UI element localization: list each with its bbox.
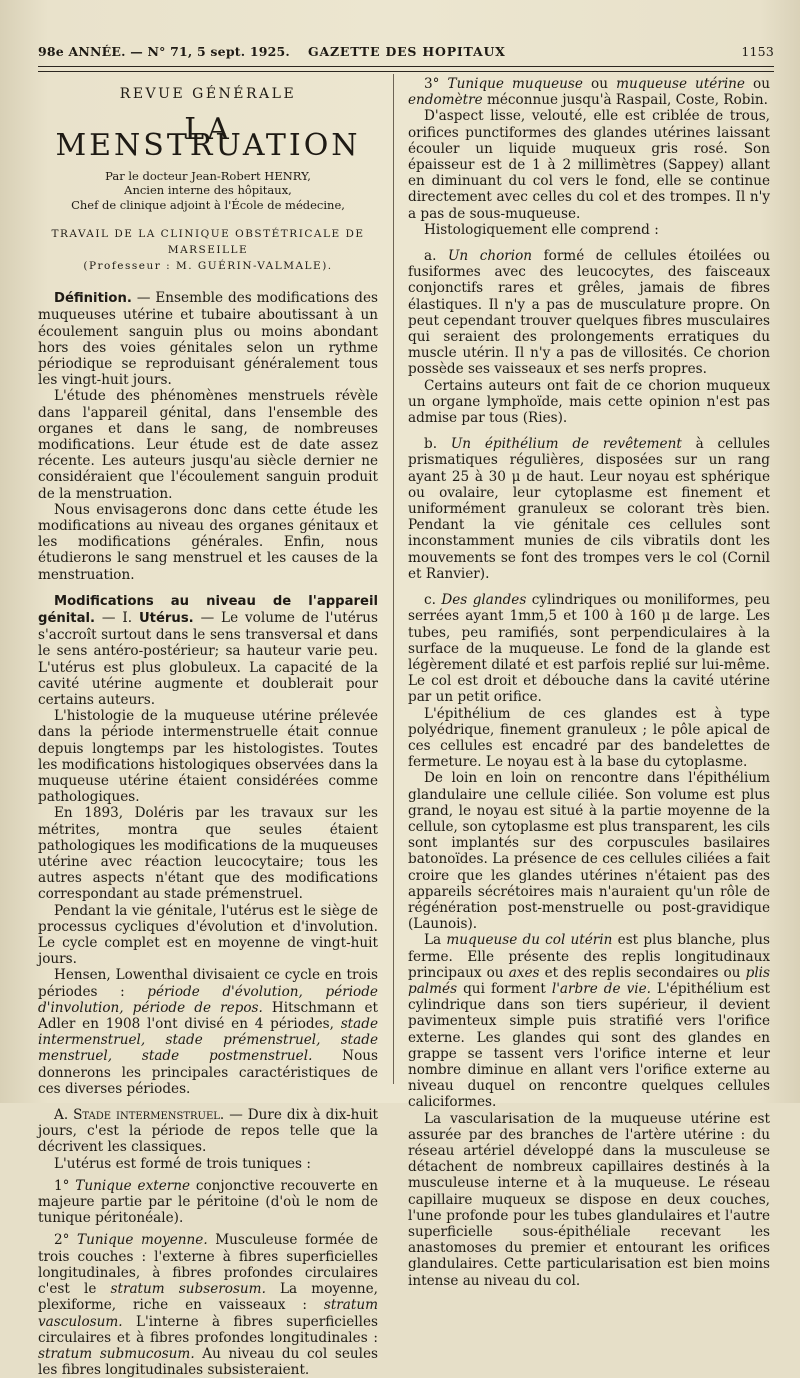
text: — Dure dix à dix-huit jours, c'est la période de repos telle que la décrivent les classiques. bbox=[38, 1107, 379, 1156]
paragraph bbox=[408, 932, 770, 1110]
paragraph bbox=[38, 1232, 378, 1378]
paragraph: Pendant la vie génitale, l'utérus est le siège de processus cycliques d'évolution et d'involution. Le cycle complet est en moyenne de vingt-huit jours. bbox=[38, 902, 378, 968]
italic-text: muqueuse du col utérin bbox=[446, 932, 613, 949]
italic-text: stratum vasculosum. bbox=[38, 1297, 378, 1330]
column-divider bbox=[393, 74, 394, 1084]
byline bbox=[38, 169, 378, 213]
paragraph bbox=[408, 436, 770, 582]
right-column bbox=[408, 76, 770, 1289]
text: La bbox=[424, 932, 447, 949]
definition-text: — Ensemble des modifications des muqueuses utérine et tubaire aboutissant à un écoulement sanguin plus ou moins abondant hors des voies génitales selon un rythme périodique se reproduisant généralement tous les vingt-huit jours. bbox=[38, 290, 378, 389]
modifications-paragraph bbox=[38, 593, 378, 708]
text: La moyenne, plexiforme, riche en vaisseaux : bbox=[38, 1281, 378, 1314]
text: 3° bbox=[424, 76, 448, 92]
text: Au niveau du col seules les fibres longitudinales subsisteraient. bbox=[38, 1345, 378, 1378]
italic-text: Un épithélium de revêtement bbox=[450, 436, 682, 453]
text: b. bbox=[424, 436, 451, 453]
italic-text: Tunique moyenne. bbox=[77, 1232, 208, 1249]
paragraph: La vascularisation de la muqueuse utérine est assurée par des branches de l'artère utérine : du réseau artériel développé dans la musculeuse se détachent de nombreux capillaires destinés à la musculeuse interne et à la muqueuse. Le réseau capillaire muqueux se dispose en deux couches, l'une profonde pour les tubes glandulaires et l'autre superficielle sous-épithéliale recevant les anastomoses du premier et entourant les orifices glandulaires. Cette particularisation est bien moins intense au niveau du col. bbox=[408, 1110, 770, 1289]
italic-text: stratum subserosum. bbox=[110, 1281, 266, 1298]
definition-paragraph bbox=[38, 290, 378, 388]
paragraph: De loin en loin on rencontre dans l'épithélium glandulaire une cellule ciliée. Son volume est plus grand, le noyau est situé à la partie moyenne de la cellule, son cytoplasme est plus transparent, les cils sont implantés sur des corpuscules basilaires batonoïdes. La présence de ces cellules ciliées a fait croire que les glandes utérines n'étaient pas des appareils sécrétoires mais n'auraient qu'un rôle de régénération post-menstruelle ou post-gravidique (Launois). bbox=[408, 770, 770, 933]
paragraph: L'histologie de la muqueuse utérine prélevée dans la période intermenstruelle était connue depuis longtemps par les histologistes. Toutes les modifications histologiques observées dans la muqueuse utérine étaient considérées comme pathologiques. bbox=[38, 708, 378, 806]
italic-text: endomètre bbox=[408, 92, 483, 109]
italic-text: plis palmés bbox=[408, 964, 770, 997]
paragraph bbox=[38, 967, 378, 1097]
left-column bbox=[38, 76, 378, 1378]
text: conjonctive recouverte en majeure partie par le péritoine (d'où le nom de tunique péritonéale). bbox=[38, 1177, 378, 1227]
modifications-text: — Le volume de l'utérus s'accroît surtout dans le sens transversal et dans le sens antéro-postérieur; sa hauteur varie peu. L'utérus est plus globuleux. La capacité de la cavité utérine augmente et doublerait pour certains auteurs. bbox=[38, 609, 378, 708]
text: ou bbox=[744, 76, 770, 92]
text: Nous donnerons les principales caractéristiques de ces diverses périodes. bbox=[38, 1048, 378, 1097]
affiliation-1: Ancien interne des hôpitaux, bbox=[124, 183, 292, 198]
text: L'interne à fibres superficielles circulaires et à fibres profondes longitudinales : bbox=[38, 1313, 378, 1346]
paragraph bbox=[408, 592, 770, 705]
text: et des replis secondaires ou bbox=[539, 964, 746, 981]
text: a. bbox=[424, 248, 448, 265]
institution-line-1: TRAVAIL DE LA CLINIQUE OBSTÉTRICALE DE MARSEILLE bbox=[51, 228, 365, 257]
italic-text: stade intermenstruel, stade prémenstruel, stade menstruel, stade postmenstruel. bbox=[38, 1016, 378, 1065]
text: à cellules prismatiques régulières, disposées sur un rang ayant 25 à 30 μ de haut. Leur noyau est sphérique ou ovalaire, leur cytoplasme est finement et uniformément granuleux se colorant très bien. Pendant la vie génitale ces cellules sont inconstamment munies de cils vibratils dont les mouvements se font des trompes vers le col (Cornil et Ranvier). bbox=[408, 436, 770, 582]
text: qui forment bbox=[457, 980, 552, 997]
paragraph bbox=[408, 76, 770, 108]
running-head bbox=[38, 44, 774, 62]
italic-text: Tunique externe bbox=[75, 1177, 191, 1194]
paragraph: L'utérus est formé de trois tuniques : bbox=[54, 1155, 311, 1172]
italic-text: stratum submucosum. bbox=[38, 1345, 195, 1362]
text: Musculeuse formée de trois couches : l'externe à fibres superficielles longitudinales, à fibres profondes circulaires c'est le bbox=[38, 1232, 378, 1298]
italic-text: Tunique muqueuse bbox=[447, 76, 583, 92]
italic-text: Des glandes bbox=[441, 592, 527, 609]
paragraph: Histologiquement elle comprend : bbox=[424, 221, 659, 238]
institution-line-2: (Professeur : M. GUÉRIN-VALMALE). bbox=[83, 260, 333, 273]
paragraph bbox=[38, 1107, 378, 1156]
header-rule bbox=[38, 66, 774, 67]
paragraph: L'épithélium de ces glandes est à type polyédrique, finement granuleux ; le pôle apical de ces cellules est encadré par des bandelettes de fermeture. Le noyau est à la base du cytoplasme. bbox=[408, 705, 770, 771]
modifications-heading: Modifications au niveau de l'appareil génital. bbox=[38, 593, 378, 626]
text: 1° bbox=[54, 1177, 76, 1194]
paragraph: Certains auteurs ont fait de ce chorion muqueux un organe lymphoïde, mais cette opinion n'est pas admise par tous (Ries). bbox=[408, 377, 770, 427]
text: ou bbox=[582, 76, 617, 92]
italic-text: Un chorion bbox=[447, 248, 533, 265]
page-number: 1153 bbox=[741, 44, 774, 59]
header-rule-thin bbox=[38, 71, 774, 72]
text: c. bbox=[424, 592, 442, 609]
paragraph bbox=[38, 1178, 378, 1227]
uterus-heading: Utérus. bbox=[138, 610, 194, 626]
text: L'épithélium est cylindrique dans son tiers supérieur, il devient pavimenteux simple puis stratifié vers l'orifice externe. Les glandes qui sont des glandes en grappe se tassent vers l'orifice interne et leur nombre diminue en allant vers l'orifice externe au niveau duquel on rencontre quelques cellules caliciformes. bbox=[408, 980, 770, 1111]
issue-info: 98e ANNÉE. — N° 71, 5 sept. 1925. bbox=[38, 44, 290, 59]
text: Hensen, Lowenthal divisaient ce cycle en trois périodes : bbox=[38, 967, 378, 1000]
definition-heading: Définition. bbox=[54, 291, 132, 307]
paragraph: L'étude des phénomènes menstruels révèle dans l'appareil génital, dans l'ensemble des organes et dans le sang, de nombreuses modifications. Leur étude est de date assez récente. Les auteurs jusqu'au siècle dernier ne considéraient que l'écoulement sanguin produit de la menstruation. bbox=[38, 388, 378, 502]
text: formé de cellules étoilées ou fusiformes avec des leucocytes, des faisceaux conjonctifs rares et grêles, jamais de fibres élastiques. Il n'y a pas de musculature propre. On peut cependant trouver quelques fibres musculaires qui seraient des prolongements erratiques du muscle utérin. Il n'y a pas de villosités. Ce chorion possède ses vaisseaux et ses nerfs propres. bbox=[408, 248, 771, 378]
text: Hitschmann et Adler en 1908 l'ont divisé en 4 périodes, bbox=[38, 999, 378, 1033]
subsection-number: — I. bbox=[95, 609, 139, 626]
paragraph: Nous envisagerons donc dans cette étude les modifications au niveau des organes génitaux et les modifications générales. Enfin, nous étudierons le sang menstruel et les causes de la menstruation. bbox=[38, 501, 378, 583]
institution bbox=[38, 226, 378, 274]
section-label: REVUE GÉNÉRALE bbox=[119, 86, 297, 102]
text: 2° bbox=[54, 1232, 78, 1249]
italic-text: période d'évolution, période d'involution, période de repos. bbox=[38, 983, 378, 1016]
italic-text: axes bbox=[508, 964, 540, 981]
author-line: Par le docteur Jean-Robert HENRY, bbox=[105, 168, 311, 183]
text: cylindriques ou moniliformes, peu serrées ayant 1mm,5 et 100 à 160 μ de large. Les tubes, peu ramifiés, sont perpendiculaires à la surface de la muqueuse. Le fond de la glande est légèrement dilaté et est parfois replié sur lui-même. Le col est droit et débouche dans la cavité utérine par un petit orifice. bbox=[408, 592, 771, 706]
text: est plus blanche, plus ferme. Elle présente des replis longitudinaux principaux ou bbox=[408, 932, 770, 981]
text: méconnue jusqu'à Raspail, Coste, Robin. bbox=[482, 92, 768, 109]
paragraph: D'aspect lisse, velouté, elle est criblée de trous, orifices punctiformes des glandes utérines laissant écouler un liquide muqueux gris rosé. Son épaisseur est de 1 à 2 millimètres (Sappey) allant en diminuant du col vers le fond, elle se continue directement avec celles du col et des trompes. Il n'y a pas de sous-muqueuse. bbox=[408, 108, 770, 222]
stage-heading: A. Stade intermenstruel. bbox=[54, 1107, 225, 1124]
article-title: LA MENSTRUATION bbox=[55, 112, 361, 164]
paragraph: En 1893, Doléris par les travaux sur les métrites, montra que seules étaient pathologiques les modifications de la muqueuses utérine avec réaction leucocytaire; tous les autres aspects n'étant que des modifications correspondant au stade prémenstruel. bbox=[38, 805, 378, 903]
italic-text: muqueuse utérine bbox=[616, 76, 745, 92]
affiliation-2: Chef de clinique adjoint à l'École de médecine, bbox=[71, 197, 345, 212]
journal-name: GAZETTE DES HOPITAUX bbox=[308, 44, 506, 59]
italic-text: l'arbre de vie. bbox=[551, 980, 651, 997]
paragraph bbox=[408, 248, 770, 378]
